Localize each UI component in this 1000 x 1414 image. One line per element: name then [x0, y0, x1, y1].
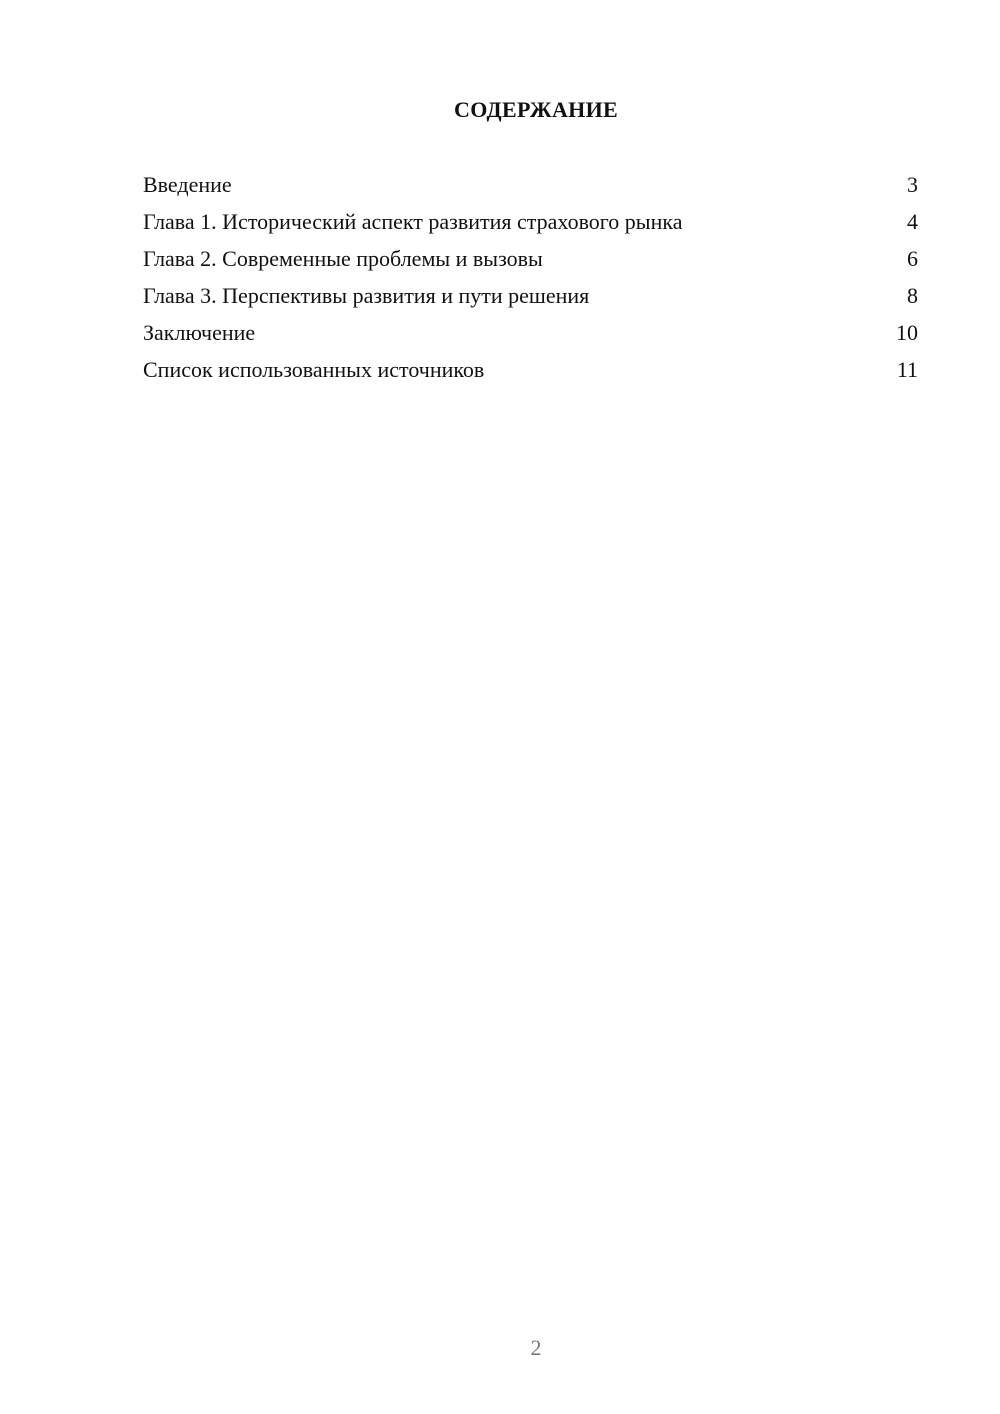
toc-item-page: 8 — [907, 283, 918, 308]
toc-item-page: 4 — [907, 209, 918, 234]
toc-item-label: Список использованных источников — [143, 357, 485, 382]
page-title: СОДЕРЖАНИЕ — [454, 97, 618, 122]
toc-item-label: Введение — [143, 172, 232, 197]
toc-item-page: 6 — [907, 246, 918, 271]
toc-item — [143, 281, 918, 318]
table-of-contents — [143, 170, 918, 392]
toc-item — [143, 170, 918, 207]
toc-item — [143, 318, 918, 355]
toc-item-label: Глава 3. Перспективы развития и пути решения — [143, 283, 590, 308]
page-number: 2 — [530, 1335, 542, 1360]
toc-item — [143, 207, 918, 244]
toc-item — [143, 355, 918, 392]
toc-item-label: Заключение — [143, 320, 256, 345]
toc-item-label: Глава 1. Исторический аспект развития страхового рынка — [143, 209, 683, 234]
toc-item-page: 11 — [896, 357, 918, 382]
toc-item-page: 3 — [907, 172, 918, 197]
toc-item — [143, 244, 918, 281]
toc-item-page: 10 — [896, 320, 918, 345]
toc-item-label: Глава 2. Современные проблемы и вызовы — [143, 246, 543, 271]
